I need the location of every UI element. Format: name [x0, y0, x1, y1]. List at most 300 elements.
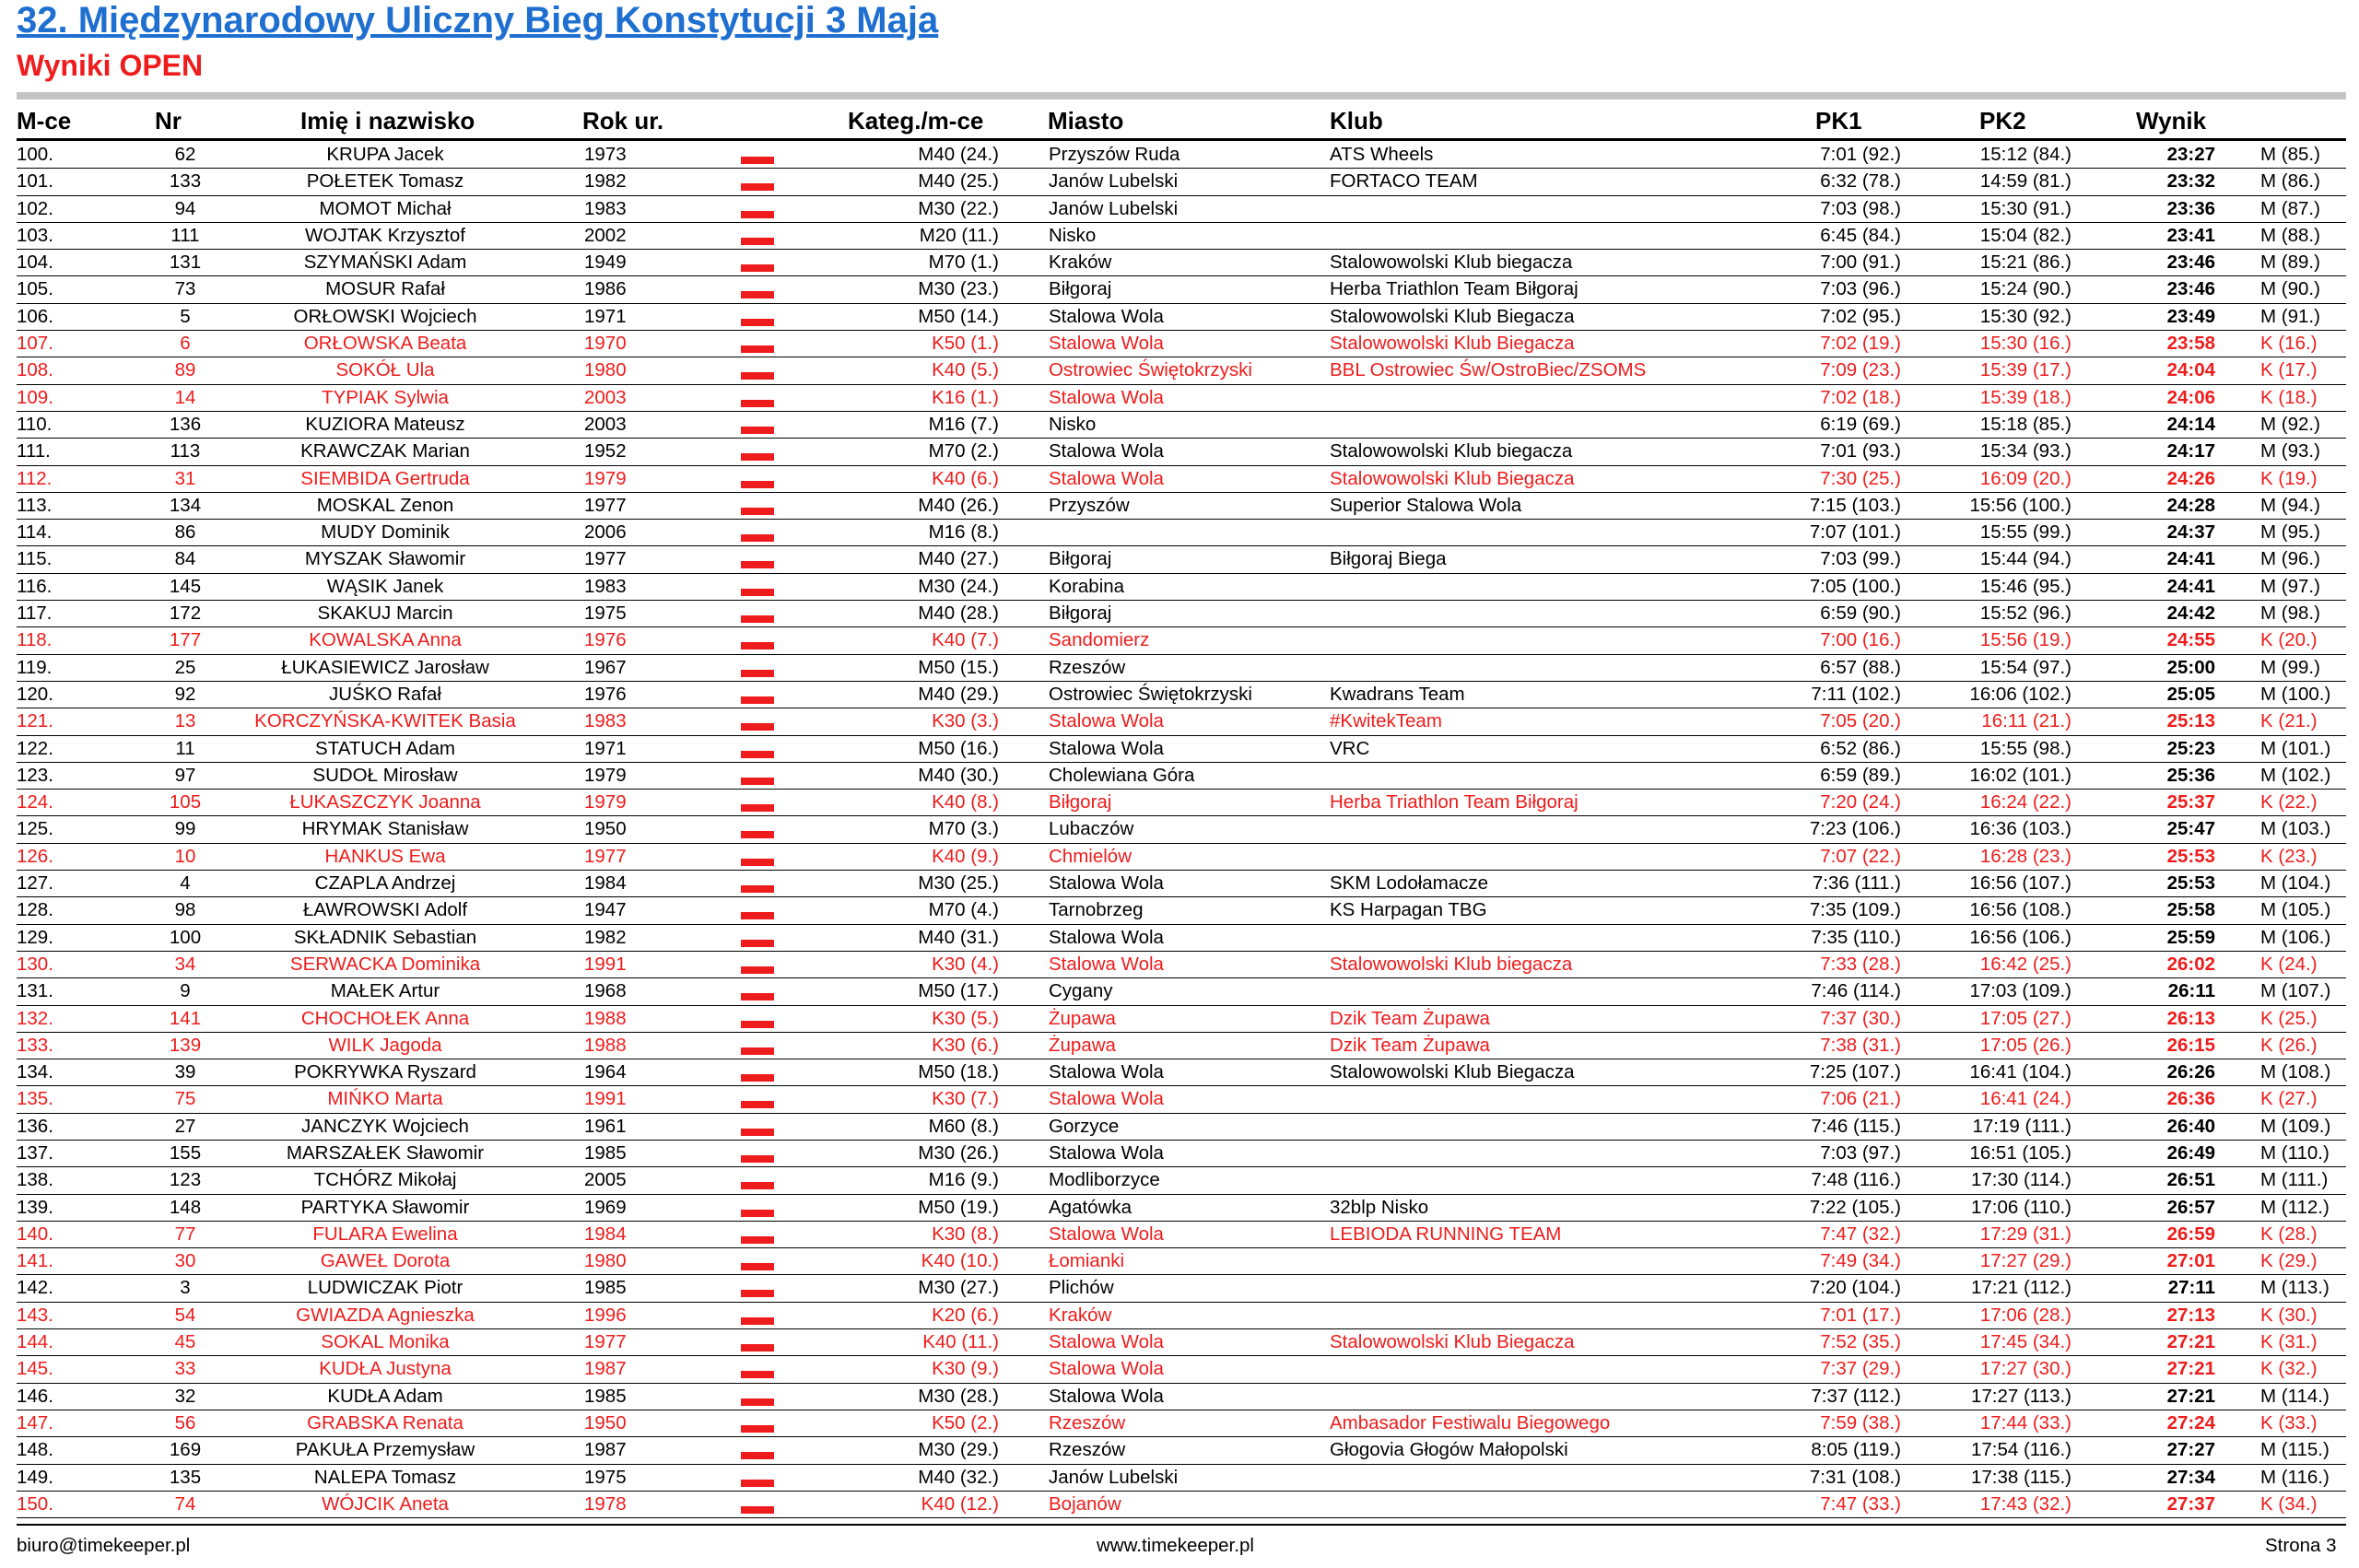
bib-number-cell: 92 [174, 683, 196, 705]
gender-place-cell: M (109.) [2260, 1115, 2331, 1137]
table-row [17, 169, 2346, 195]
city-cell: Kraków [1049, 1304, 1112, 1326]
country-flag-icon [741, 395, 774, 407]
country-flag-icon [741, 1124, 774, 1136]
category-cell: K30 (9.) [932, 1358, 999, 1380]
title-divider [17, 92, 2346, 99]
club-cell: Stalowowolski Klub biegacza [1330, 953, 1573, 975]
country-flag-icon [741, 1177, 774, 1189]
country-flag-icon [741, 287, 774, 298]
city-cell: Sandomierz [1049, 629, 1150, 651]
category-cell: M40 (31.) [918, 926, 999, 948]
birth-year-cell: 1982 [584, 926, 627, 948]
birth-year-cell: 1983 [584, 710, 627, 732]
runner-name-cell: POKRYWKA Ryszard [294, 1061, 476, 1083]
result-time-cell: 24:37 [2166, 521, 2215, 544]
table-row [17, 1033, 2346, 1059]
gender-place-cell: M (86.) [2260, 170, 2320, 193]
table-row [17, 1303, 2346, 1329]
country-flag-icon [741, 773, 774, 785]
category-cell: K40 (5.) [932, 359, 999, 381]
category-cell: K30 (5.) [932, 1007, 999, 1029]
pk1-split-cell: 6:59 (90.) [1820, 603, 1901, 625]
pk1-split-cell: 7:23 (106.) [1809, 818, 1901, 840]
place-cell: 134. [17, 1061, 53, 1083]
club-cell: Stalowowolski Klub biegacza [1330, 440, 1573, 462]
gender-place-cell: M (104.) [2260, 872, 2331, 895]
city-cell: Janów Lubelski [1049, 1466, 1179, 1488]
runner-name-cell: SUDOŁ Mirosław [312, 764, 458, 786]
result-time-cell: 26:40 [2166, 1115, 2215, 1137]
country-flag-icon [741, 611, 774, 623]
birth-year-cell: 1984 [584, 872, 627, 895]
country-flag-icon [741, 1502, 774, 1514]
pk1-split-cell: 7:03 (99.) [1820, 548, 1901, 570]
bib-number-cell: 86 [174, 521, 196, 544]
runner-name-cell: ORŁOWSKA Beata [303, 333, 467, 355]
pk1-split-cell: 6:59 (89.) [1820, 764, 1901, 786]
result-time-cell: 26:51 [2166, 1169, 2215, 1191]
gender-place-cell: K (18.) [2260, 386, 2318, 408]
bib-number-cell: 56 [174, 1411, 196, 1433]
place-cell: 127. [17, 872, 53, 895]
result-time-cell: 24:04 [2166, 359, 2215, 381]
pk1-split-cell: 7:00 (91.) [1820, 252, 1901, 274]
gender-place-cell: K (22.) [2260, 791, 2318, 813]
pk1-split-cell: 6:19 (69.) [1820, 413, 1901, 435]
pk2-split-cell: 17:30 (114.) [1970, 1169, 2071, 1191]
place-cell: 129. [17, 926, 53, 948]
runner-name-cell: STATUCH Adam [315, 737, 455, 759]
pk1-split-cell: 7:22 (105.) [1809, 1196, 1901, 1218]
place-cell: 121. [17, 710, 53, 732]
pk2-split-cell: 17:27 (113.) [1970, 1385, 2071, 1407]
birth-year-cell: 1984 [584, 1223, 627, 1245]
runner-name-cell: KUZIORA Mateusz [305, 413, 465, 435]
table-row [17, 1195, 2346, 1222]
country-flag-icon [741, 206, 774, 218]
result-time-cell: 26:59 [2166, 1223, 2215, 1245]
birth-year-cell: 1976 [584, 629, 627, 651]
place-cell: 108. [17, 359, 53, 381]
place-cell: 114. [17, 521, 53, 544]
result-time-cell: 27:24 [2166, 1411, 2215, 1433]
club-cell: KS Harpagan TBG [1330, 899, 1487, 921]
table-row [17, 466, 2346, 493]
gender-place-cell: M (103.) [2260, 818, 2331, 840]
table-row [17, 439, 2346, 465]
category-cell: M50 (17.) [918, 980, 999, 1002]
bib-number-cell: 39 [174, 1061, 196, 1083]
place-cell: 104. [17, 252, 53, 274]
result-time-cell: 24:41 [2166, 548, 2215, 570]
city-cell: Przyszów Ruda [1049, 144, 1180, 165]
country-flag-icon [741, 1366, 774, 1378]
pk2-split-cell: 17:05 (26.) [1979, 1034, 2071, 1056]
place-cell: 138. [17, 1169, 53, 1191]
runner-name-cell: NALEPA Tomasz [313, 1466, 457, 1488]
club-cell: Dzik Team Żupawa [1330, 1007, 1490, 1029]
club-cell: Stalowowolski Klub biegacza [1330, 252, 1573, 274]
gender-place-cell: K (28.) [2260, 1223, 2318, 1245]
result-time-cell: 24:26 [2166, 467, 2215, 489]
runner-name-cell: KRUPA Jacek [326, 144, 444, 165]
result-time-cell: 24:42 [2166, 603, 2215, 625]
city-cell: Stalowa Wola [1049, 926, 1164, 948]
gender-place-cell: M (98.) [2260, 603, 2320, 625]
table-row [17, 708, 2346, 735]
category-cell: M60 (8.) [928, 1115, 999, 1137]
birth-year-cell: 2006 [584, 521, 627, 544]
footer-website[interactable]: www.timekeeper.pl [1097, 1535, 1254, 1556]
gender-place-cell: M (99.) [2260, 656, 2320, 678]
pk1-split-cell: 7:01 (17.) [1820, 1304, 1901, 1326]
city-cell: Janów Lubelski [1049, 170, 1179, 193]
country-flag-icon [741, 1285, 774, 1297]
table-row [17, 1384, 2346, 1410]
pk2-split-cell: 16:11 (21.) [1981, 710, 2071, 732]
result-time-cell: 27:21 [2166, 1358, 2215, 1380]
header-category: Kateg./m-ce [848, 107, 984, 135]
birth-year-cell: 2005 [584, 1169, 627, 1191]
country-flag-icon [741, 1258, 774, 1270]
results-table [17, 142, 2346, 1518]
country-flag-icon [741, 1421, 774, 1433]
table-row [17, 1222, 2346, 1248]
club-cell: Stalowowolski Klub Biegacza [1330, 333, 1575, 355]
pk1-split-cell: 7:20 (24.) [1820, 791, 1901, 813]
gender-place-cell: M (88.) [2260, 224, 2320, 246]
category-cell: M40 (29.) [918, 683, 999, 705]
bib-number-cell: 33 [174, 1358, 196, 1380]
table-row [17, 1141, 2346, 1167]
pk1-split-cell: 7:01 (93.) [1820, 440, 1901, 462]
place-cell: 115. [17, 548, 53, 570]
place-cell: 112. [17, 467, 53, 489]
place-cell: 128. [17, 899, 53, 921]
category-cell: K40 (7.) [932, 629, 999, 651]
table-row [17, 520, 2346, 546]
pk2-split-cell: 15:30 (92.) [1979, 305, 2071, 327]
result-time-cell: 23:49 [2166, 305, 2215, 327]
bib-number-cell: 148 [169, 1196, 202, 1218]
country-flag-icon [741, 260, 774, 272]
pk1-split-cell: 6:52 (86.) [1820, 737, 1901, 759]
runner-name-cell: TYPIAK Sylwia [322, 386, 449, 408]
birth-year-cell: 2003 [584, 413, 627, 435]
city-cell: Chmielów [1049, 845, 1132, 867]
club-cell: Herba Triathlon Team Biłgoraj [1330, 278, 1579, 300]
result-time-cell: 27:11 [2167, 1277, 2215, 1299]
club-cell: Stalowowolski Klub Biegacza [1330, 1061, 1575, 1083]
place-cell: 106. [17, 305, 53, 327]
result-time-cell: 26:57 [2166, 1196, 2215, 1218]
pk2-split-cell: 17:19 (111.) [1972, 1115, 2071, 1137]
birth-year-cell: 1986 [584, 278, 627, 300]
pk2-split-cell: 15:56 (100.) [1969, 494, 2071, 516]
gender-place-cell: M (110.) [2260, 1141, 2330, 1164]
city-cell: Stalowa Wola [1049, 1223, 1164, 1245]
page-subtitle: Wyniki OPEN [17, 49, 204, 82]
runner-name-cell: LUDWICZAK Piotr [307, 1277, 464, 1299]
result-time-cell: 26:15 [2166, 1034, 2215, 1056]
city-cell: Modliborzyce [1049, 1169, 1160, 1191]
place-cell: 143. [17, 1304, 53, 1326]
runner-name-cell: SKAKUJ Marcin [317, 603, 453, 625]
bib-number-cell: 3 [180, 1277, 191, 1299]
bib-number-cell: 74 [174, 1492, 196, 1515]
birth-year-cell: 1975 [584, 1466, 627, 1488]
city-cell: Bojanów [1049, 1492, 1121, 1515]
gender-place-cell: M (97.) [2260, 575, 2320, 597]
table-row [17, 250, 2346, 276]
gender-place-cell: M (105.) [2260, 899, 2331, 921]
category-cell: K40 (9.) [932, 845, 999, 867]
table-row [17, 1006, 2346, 1033]
gender-place-cell: M (90.) [2260, 278, 2320, 300]
country-flag-icon [741, 1447, 774, 1459]
bib-number-cell: 4 [180, 872, 191, 895]
birth-year-cell: 1977 [584, 494, 627, 516]
birth-year-cell: 1970 [584, 333, 627, 355]
category-cell: M30 (22.) [918, 197, 999, 219]
birth-year-cell: 1978 [584, 1492, 627, 1515]
place-cell: 117. [17, 603, 53, 625]
club-cell: SKM Lodołamacze [1330, 872, 1489, 895]
header-pk2: PK2 [1979, 107, 2026, 135]
gender-place-cell: K (17.) [2260, 359, 2318, 381]
category-cell: K40 (10.) [921, 1250, 999, 1272]
birth-year-cell: 1961 [584, 1115, 627, 1137]
gender-place-cell: K (24.) [2260, 953, 2318, 975]
result-time-cell: 25:53 [2166, 845, 2215, 867]
category-cell: M30 (25.) [918, 872, 999, 895]
birth-year-cell: 2003 [584, 386, 627, 408]
footer-divider [17, 1524, 2346, 1526]
club-cell: VRC [1330, 737, 1370, 759]
bib-number-cell: 73 [174, 278, 196, 300]
runner-name-cell: SOKÓŁ Ula [335, 359, 435, 381]
footer-email[interactable]: biuro@timekeeper.pl [17, 1535, 191, 1556]
city-cell: Stalowa Wola [1049, 710, 1164, 732]
pk2-split-cell: 16:56 (106.) [1969, 926, 2071, 948]
city-cell: Stalowa Wola [1049, 1385, 1164, 1407]
bib-number-cell: 9 [180, 980, 191, 1002]
result-time-cell: 23:27 [2166, 144, 2215, 165]
pk2-split-cell: 15:30 (16.) [1979, 333, 2071, 355]
bib-number-cell: 5 [180, 305, 191, 327]
pk2-split-cell: 17:27 (29.) [1979, 1250, 2071, 1272]
birth-year-cell: 1988 [584, 1034, 627, 1056]
category-cell: K20 (6.) [932, 1304, 999, 1326]
bib-number-cell: 77 [174, 1223, 196, 1245]
birth-year-cell: 1991 [584, 1088, 627, 1110]
pk1-split-cell: 7:30 (25.) [1820, 467, 1901, 489]
result-time-cell: 26:11 [2167, 980, 2215, 1002]
page-title[interactable]: 32. Międzynarodowy Uliczny Bieg Konstytucji 3 Maja [17, 0, 939, 41]
pk1-split-cell: 7:20 (104.) [1809, 1277, 1901, 1299]
runner-name-cell: GWIAZDA Agnieszka [296, 1304, 475, 1326]
result-time-cell: 24:17 [2166, 440, 2215, 462]
birth-year-cell: 1976 [584, 683, 627, 705]
category-cell: M70 (3.) [928, 818, 999, 840]
city-cell: Stalowa Wola [1049, 440, 1164, 462]
place-cell: 102. [17, 197, 53, 219]
table-row [17, 1492, 2346, 1518]
pk1-split-cell: 7:03 (97.) [1820, 1141, 1901, 1164]
runner-name-cell: KORCZYŃSKA-KWITEK Basia [254, 710, 516, 732]
bib-number-cell: 141 [169, 1007, 202, 1029]
category-cell: M40 (27.) [918, 548, 999, 570]
category-cell: K50 (2.) [932, 1411, 999, 1433]
pk1-split-cell: 7:59 (38.) [1820, 1411, 1901, 1433]
pk2-split-cell: 17:45 (34.) [1979, 1331, 2071, 1353]
table-row [17, 763, 2346, 790]
country-flag-icon [741, 1151, 774, 1163]
result-time-cell: 23:46 [2166, 278, 2215, 300]
place-cell: 140. [17, 1223, 53, 1245]
birth-year-cell: 1977 [584, 845, 627, 867]
runner-name-cell: PARTYKA Sławomir [300, 1196, 470, 1218]
runner-name-cell: ŁAWROWSKI Adolf [302, 899, 468, 921]
city-cell: Lubaczów [1049, 818, 1134, 840]
gender-place-cell: M (91.) [2260, 305, 2320, 327]
bib-number-cell: 98 [174, 899, 196, 921]
bib-number-cell: 14 [174, 386, 196, 408]
country-flag-icon [741, 881, 774, 893]
category-cell: M70 (4.) [928, 899, 999, 921]
category-cell: K40 (8.) [932, 791, 999, 813]
city-cell: Stalowa Wola [1049, 1358, 1164, 1380]
category-cell: M16 (9.) [928, 1169, 999, 1191]
table-row [17, 601, 2346, 627]
table-row [17, 223, 2346, 250]
pk1-split-cell: 7:37 (30.) [1820, 1007, 1901, 1029]
pk1-split-cell: 7:37 (29.) [1820, 1358, 1901, 1380]
pk1-split-cell: 7:48 (116.) [1811, 1169, 1901, 1191]
country-flag-icon [741, 1394, 774, 1406]
pk2-split-cell: 15:52 (96.) [1979, 603, 2071, 625]
pk2-split-cell: 16:09 (20.) [1979, 467, 2071, 489]
country-flag-icon [741, 449, 774, 461]
country-flag-icon [741, 233, 774, 245]
city-cell: Przyszów [1049, 494, 1130, 516]
pk1-split-cell: 7:07 (22.) [1820, 845, 1901, 867]
country-flag-icon [741, 826, 774, 838]
result-time-cell: 25:37 [2166, 791, 2215, 813]
category-cell: K30 (3.) [932, 710, 999, 732]
city-cell: Rzeszów [1049, 656, 1126, 678]
category-cell: M16 (8.) [928, 521, 999, 544]
gender-place-cell: M (106.) [2260, 926, 2331, 948]
header-name: Imię i nazwisko [300, 107, 475, 135]
table-row [17, 925, 2346, 952]
country-flag-icon [741, 530, 774, 542]
place-cell: 107. [17, 333, 53, 355]
city-cell: Cygany [1049, 980, 1113, 1002]
gender-place-cell: K (31.) [2260, 1331, 2318, 1353]
bib-number-cell: 54 [174, 1304, 196, 1326]
result-time-cell: 23:32 [2166, 170, 2215, 193]
result-time-cell: 25:13 [2166, 710, 2215, 732]
pk2-split-cell: 16:28 (23.) [1979, 845, 2071, 867]
city-cell: Biłgoraj [1049, 278, 1112, 300]
pk2-split-cell: 15:18 (85.) [1979, 413, 2071, 435]
pk2-split-cell: 15:39 (18.) [1979, 386, 2071, 408]
city-cell: Stalowa Wola [1049, 1088, 1164, 1110]
city-cell: Gorzyce [1049, 1115, 1120, 1137]
country-flag-icon [741, 1475, 774, 1487]
result-time-cell: 27:21 [2166, 1385, 2215, 1407]
category-cell: K30 (7.) [932, 1088, 999, 1110]
club-cell: Kwadrans Team [1330, 683, 1465, 705]
country-flag-icon [741, 476, 774, 488]
table-row [17, 978, 2346, 1005]
country-flag-icon [741, 692, 774, 704]
bib-number-cell: 25 [174, 656, 196, 678]
birth-year-cell: 1980 [584, 359, 627, 381]
bib-number-cell: 97 [174, 764, 196, 786]
place-cell: 109. [17, 386, 53, 408]
birth-year-cell: 1982 [584, 170, 627, 193]
club-cell: Ambasador Festiwalu Biegowego [1330, 1411, 1611, 1433]
pk2-split-cell: 17:38 (115.) [1970, 1466, 2071, 1488]
city-cell: Stalowa Wola [1049, 737, 1164, 759]
country-flag-icon [741, 746, 774, 758]
place-cell: 118. [17, 629, 53, 651]
pk2-split-cell: 15:54 (97.) [1979, 656, 2071, 678]
gender-place-cell: M (89.) [2260, 252, 2320, 274]
city-cell: Stalowa Wola [1049, 305, 1164, 327]
country-flag-icon [741, 584, 774, 596]
gender-place-cell: M (87.) [2260, 197, 2320, 219]
bib-number-cell: 105 [169, 791, 202, 813]
country-flag-icon [741, 1313, 774, 1325]
bib-number-cell: 89 [174, 359, 196, 381]
category-cell: M50 (14.) [918, 305, 999, 327]
city-cell: Ostrowiec Świętokrzyski [1049, 683, 1252, 705]
result-time-cell: 27:34 [2166, 1466, 2215, 1488]
gender-place-cell: K (23.) [2260, 845, 2318, 867]
city-cell: Rzeszów [1049, 1439, 1126, 1461]
table-row [17, 1437, 2346, 1464]
bib-number-cell: 62 [174, 144, 196, 165]
place-cell: 145. [17, 1358, 53, 1380]
category-cell: M40 (26.) [918, 494, 999, 516]
category-cell: M50 (19.) [918, 1196, 999, 1218]
country-flag-icon [741, 989, 774, 1000]
category-cell: K50 (1.) [932, 333, 999, 355]
city-cell: Nisko [1049, 224, 1097, 246]
bib-number-cell: 133 [169, 170, 202, 193]
bib-number-cell: 32 [174, 1385, 196, 1407]
birth-year-cell: 1987 [584, 1358, 627, 1380]
pk1-split-cell: 7:35 (110.) [1811, 926, 1901, 948]
pk1-split-cell: 7:31 (108.) [1809, 1466, 1901, 1488]
bib-number-cell: 172 [169, 603, 202, 625]
gender-place-cell: M (114.) [2260, 1385, 2330, 1407]
header-year: Rok ur. [582, 107, 664, 135]
place-cell: 147. [17, 1411, 53, 1433]
birth-year-cell: 1991 [584, 953, 627, 975]
pk1-split-cell: 7:07 (101.) [1809, 521, 1901, 544]
gender-place-cell: M (92.) [2260, 413, 2320, 435]
bib-number-cell: 27 [174, 1115, 196, 1137]
runner-name-cell: SOKAL Monika [321, 1331, 450, 1353]
city-cell: Stalowa Wola [1049, 953, 1164, 975]
pk2-split-cell: 15:44 (94.) [1979, 548, 2071, 570]
club-cell: Herba Triathlon Team Biłgoraj [1330, 791, 1579, 813]
